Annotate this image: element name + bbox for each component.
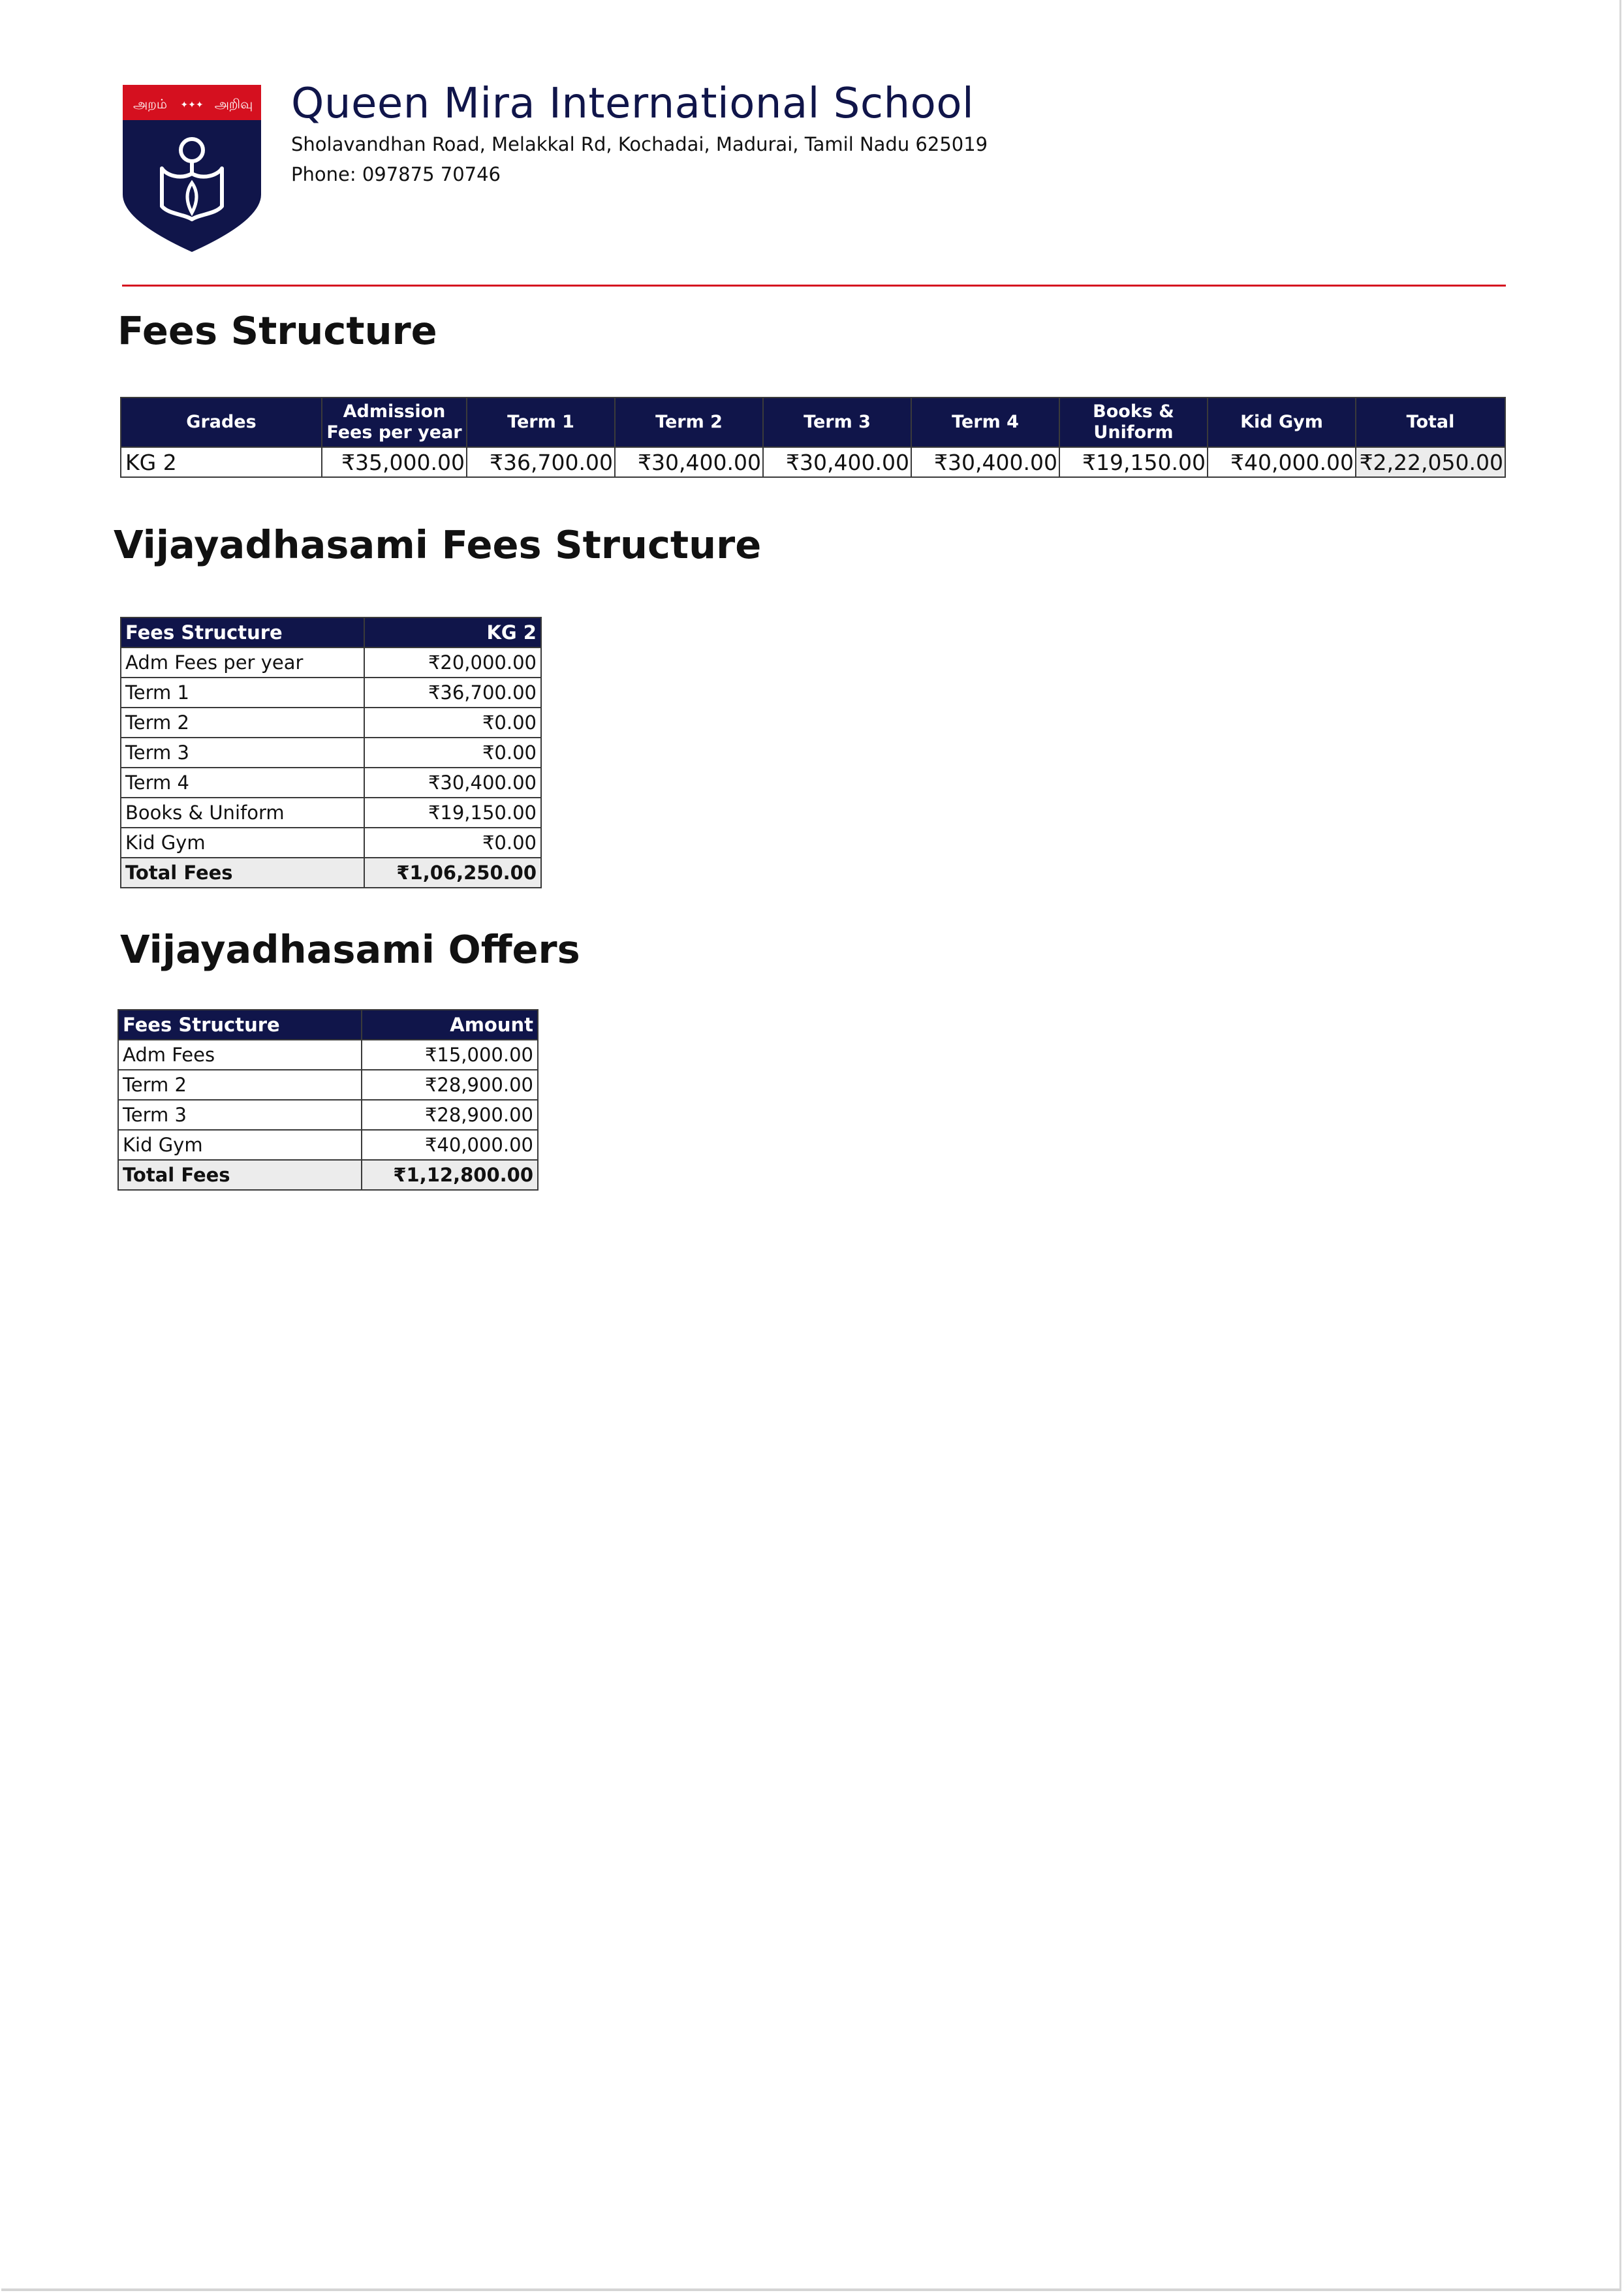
school-crest-logo [123,85,261,252]
table-row [118,1100,538,1130]
column-header: Fees Structure [121,617,364,648]
row-value: ₹28,900.00 [362,1070,538,1100]
crest-text-left: அறம் [133,96,167,112]
row-label: Term 1 [121,678,364,708]
row-label: Term 4 [121,768,364,798]
total-label: Total Fees [118,1160,362,1190]
header-divider [122,285,1506,287]
column-header: Admission Fees per year [322,398,467,447]
row-value: ₹20,000.00 [364,648,541,678]
table-cell: ₹40,000.00 [1208,447,1356,477]
table-row [118,1040,538,1070]
row-value: ₹15,000.00 [362,1040,538,1070]
row-label: Adm Fees [118,1040,362,1070]
row-value: ₹19,150.00 [364,798,541,828]
column-header: Term 4 [911,398,1059,447]
table-header-row [121,398,1505,447]
crest-dots: ✦✦✦ [180,100,204,110]
table-row [121,798,541,828]
row-label: Term 3 [118,1100,362,1130]
column-header: Term 1 [467,398,615,447]
vijayadhasami-fees-table [120,617,542,888]
total-value: ₹1,06,250.00 [364,858,541,888]
row-value: ₹0.00 [364,738,541,768]
table-row [121,708,541,738]
table-row [121,678,541,708]
total-label: Total Fees [121,858,364,888]
table-cell: ₹36,700.00 [467,447,615,477]
row-value: ₹0.00 [364,708,541,738]
column-header: Kid Gym [1208,398,1356,447]
row-value: ₹40,000.00 [362,1130,538,1160]
table-row [118,1070,538,1100]
table-cell: KG 2 [121,447,322,477]
row-value: ₹36,700.00 [364,678,541,708]
school-phone: Phone: 097875 70746 [291,163,501,185]
column-header: Term 3 [763,398,911,447]
column-header: Books & Uniform [1059,398,1208,447]
row-value: ₹0.00 [364,828,541,858]
crest-text-right: அறிவு [214,96,253,112]
row-value: ₹30,400.00 [364,768,541,798]
column-header: Grades [121,398,322,447]
table-cell: ₹19,150.00 [1059,447,1208,477]
school-name: Queen Mira International School [291,80,975,128]
total-row [121,858,541,888]
table-header-row [118,1010,538,1040]
fees-structure-title: Fees Structure [117,308,437,353]
vijayadhasami-fees-title: Vijayadhasami Fees Structure [114,522,762,567]
table-row [121,828,541,858]
row-label: Kid Gym [118,1130,362,1160]
table-row [121,447,1505,477]
table-cell: ₹30,400.00 [615,447,763,477]
document-page [1,0,1621,2291]
column-header: Term 2 [615,398,763,447]
column-header: Amount [362,1010,538,1040]
vijayadhasami-offers-title: Vijayadhasami Offers [120,927,580,972]
row-value: ₹28,900.00 [362,1100,538,1130]
row-label: Books & Uniform [121,798,364,828]
table-row [121,768,541,798]
row-label: Kid Gym [121,828,364,858]
row-label: Adm Fees per year [121,648,364,678]
row-label: Term 3 [121,738,364,768]
table-header-row [121,617,541,648]
total-row [118,1160,538,1190]
vijayadhasami-offers-table [117,1009,539,1191]
table-cell: ₹30,400.00 [763,447,911,477]
table-row [118,1130,538,1160]
table-cell-total: ₹2,22,050.00 [1356,447,1505,477]
school-address: Sholavandhan Road, Melakkal Rd, Kochadai, Madurai, Tamil Nadu 625019 [291,133,988,155]
row-label: Term 2 [121,708,364,738]
table-cell: ₹35,000.00 [322,447,467,477]
column-header: Total [1356,398,1505,447]
table-row [121,738,541,768]
fees-structure-table [120,397,1506,478]
table-row [121,648,541,678]
column-header: Fees Structure [118,1010,362,1040]
total-value: ₹1,12,800.00 [362,1160,538,1190]
row-label: Term 2 [118,1070,362,1100]
table-cell: ₹30,400.00 [911,447,1059,477]
column-header: KG 2 [364,617,541,648]
